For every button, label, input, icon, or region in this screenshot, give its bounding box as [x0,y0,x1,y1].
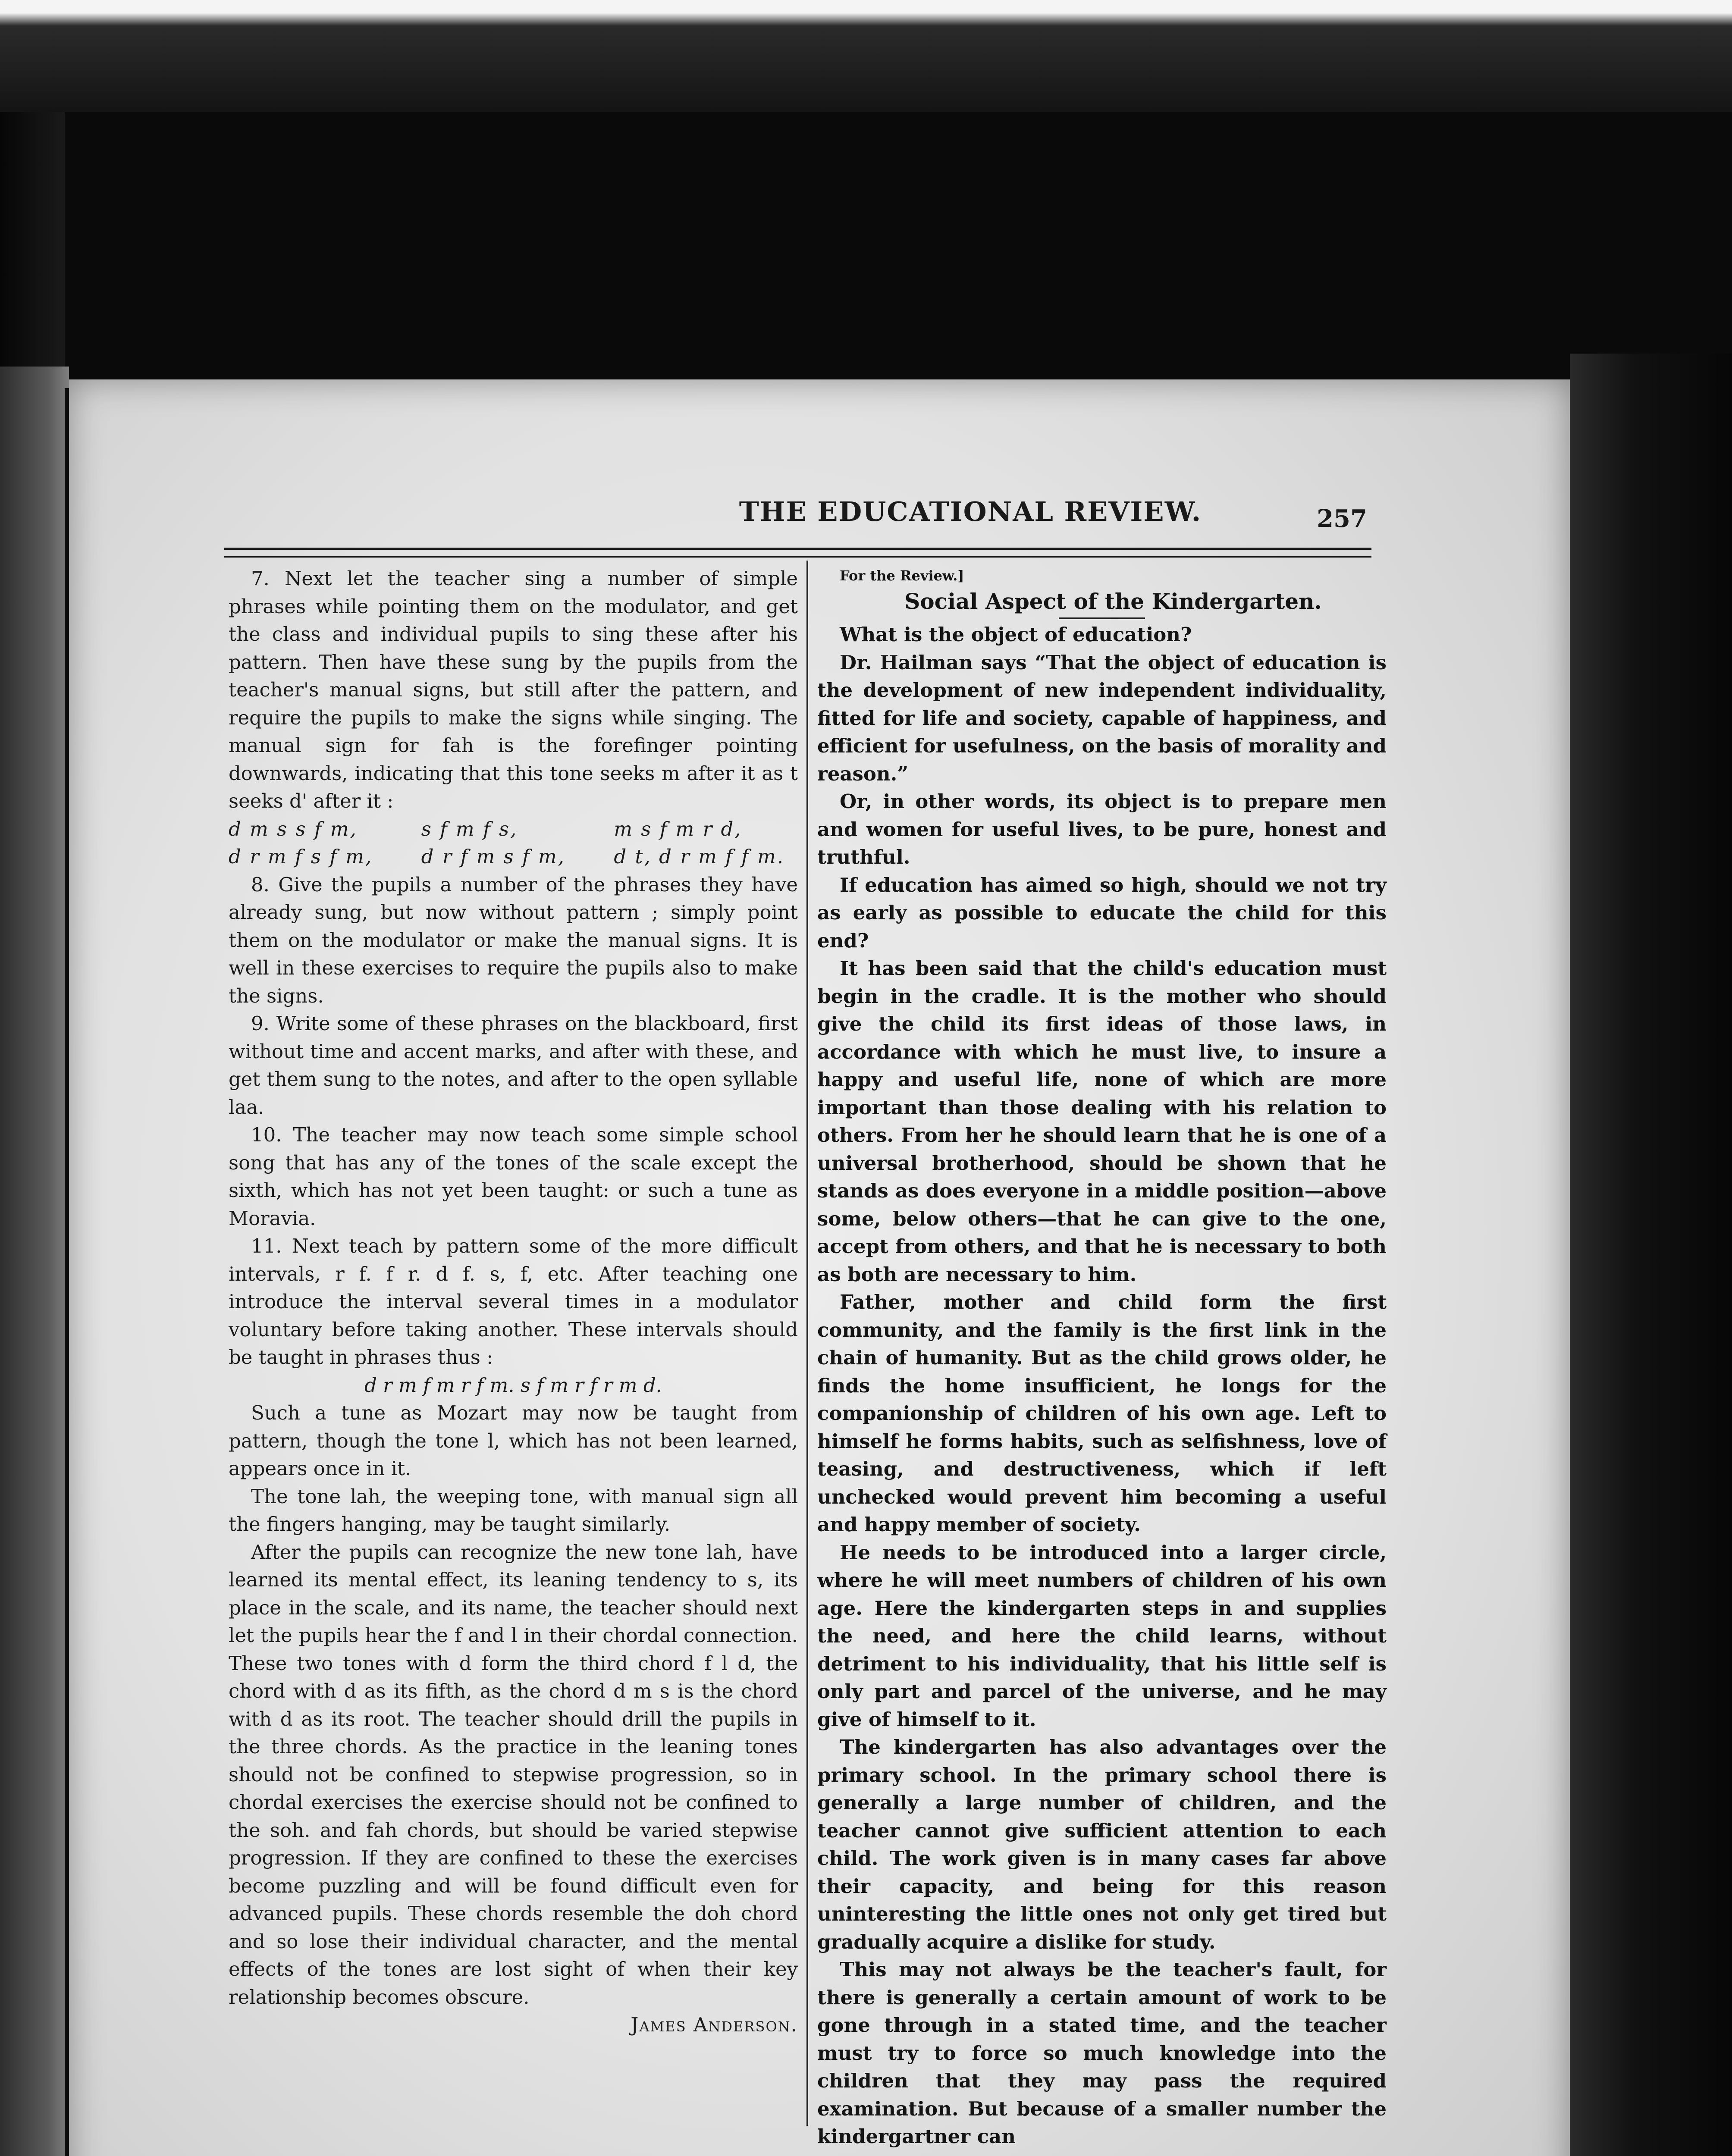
paragraph-circle: He needs to be introduced into a larger circle, where he will meet numbers of children of his own age. Here the kindergarten steps in and supplies the need, and here the child learns, without detriment to his individuality, that his little self is only part and parcel of the universe, and he may give of himself to it. [817,1541,1387,1731]
paragraph-object: Or, in other words, its object is to prepare men and women for useful lives, to be pure, honest and truthful. [817,790,1387,868]
right-column [817,565,1387,2151]
paragraph-chords: After the pupils can recognize the new tone lah, have learned its mental effect, its leaning tendency to s, its place in the scale, and its name, the teacher should next let the pupils hear the f and l in their chordal connection. These two tones with d form the third chord f l d, the chord with d as its fifth, as the chord d m s is the chord with d as its root. The teacher should drill the pupils in the three chords. As the practice in the leaning tones should not be confined to stepwise progression, so in chordal exercises the exercise should not be confined to the soh. and fah chords, but should be varied stepwise progression. If they are confined to these the exercises become puzzling and will be found difficult even for advanced pupils. These chords resemble the doh chord and so lose their individual character, and the mental effects of the tones are lost sight of when their key relationship becomes obscure. [229,1540,798,2009]
phrase: d r m f s f m, [229,845,373,868]
paragraph-lah: The tone lah, the weeping tone, with manual sign all the fingers hanging, may be taught similarly. [229,1485,798,1536]
paragraph-10: 10. The teacher may now teach some simple school song that has any of the tones of the scale except the sixth, which has not yet been taught: or such a tune as Moravia. [229,1123,798,1230]
phrase: m s f m r d, [614,817,742,840]
phrase-examples [229,815,798,871]
left-column [229,565,798,2039]
paragraph-11: 11. Next teach by pattern some of the more difficult intervals, r f. f r. d f. s, f, etc. After teaching one introduce the interval several times in a modulator voluntary before taking another. These intervals should be taught in phrases thus : [229,1235,798,1369]
phrase: d r f m s f m, [421,845,565,868]
paragraph-family: Father, mother and child form the first community, and the family is the first link in the chain of humanity. But as the child grows older, he finds the home insufficient, he longs for the companionship of children of his own age. Left to himself he forms habits, such as selfishness, love of teasing, and destructiveness, which if left unchecked would prevent him becoming a useful and happy member of society. [817,1291,1387,1536]
header-rule-thin [224,556,1371,558]
film-border-top [0,0,1732,112]
paragraph-teacher-fault: This may not always be the teacher's fault, for there is generally a certain amount of work to be gone through in a stated time, and the teacher must try to force so much knowledge into the children that they may pass the required examination. But because of a smaller number the kindergartner can [817,1958,1387,2148]
phrase: d m s s f m, [229,817,358,840]
film-border-right [1570,354,1732,2156]
header-rule [224,548,1371,550]
paragraph-aim: If education has aimed so high, should we not try as early as possible to educate the child for this end? [817,873,1387,952]
page-number: 257 [1317,505,1367,533]
paragraph-9: 9. Write some of these phrases on the blackboard, first without time and accent marks, and after with these, and get them sung to the notes, and after to the open syllable laa. [229,1012,798,1119]
paragraph-hailman: Dr. Hailman says “That the object of education is the development of new independent individuality, fitted for life and society, capable of happiness, and efficient for usefulness, on the basis of morality and reason.” [817,651,1387,785]
source-tag: For the Review.] [840,567,964,584]
paragraph-cradle: It has been said that the child's education must begin in the cradle. It is the mother who should give the child its first ideas of those laws, in accordance with which he must live, to insure a happy and useful life, none of which are more important than those dealing with his relation to others. From her he should learn that he is one of a universal brotherhood, should be shown that he stands as does everyone in a middle position—above some, below others—that he can give to the one, accept from others, and that he is necessary to both as both are necessary to him. [817,957,1387,1286]
question-paragraph: What is the object of education? [840,623,1192,646]
paragraph-7: 7. Next let the teacher sing a number of simple phrases while pointing them on the modulator, and get the class and individual pupils to sing these after his pattern. Then have these sung by the pupils from the teacher's manual signs, but still after the pattern, and require the pupils to make the signs while singing. The manual sign for fah is the forefinger pointing downwards, indicating that this tone seeks m after it as t seeks d' after it : [229,567,798,812]
title-rule [1059,617,1145,619]
author-signature: James Anderson. [631,2013,798,2036]
facing-page-edge [0,367,69,2156]
interval-phrases: d r m f m r f m. s f m r f r m d. [364,1373,662,1397]
paragraph-mozart: Such a tune as Mozart may now be taught from pattern, though the tone l, which has not been learned, appears once in it. [229,1401,798,1480]
column-divider [806,561,808,2126]
running-header: THE EDUCATIONAL REVIEW. [739,496,1202,527]
phrase: s f m f s, [421,817,518,840]
paragraph-8: 8. Give the pupils a number of the phrases they have already sung, but now without pattern ; simply point them on the modulator or make the manual signs. It is well in these exercises to require the pupils also to make the signs. [229,873,798,1007]
phrase: d t, d r m f f m. [614,845,784,868]
paragraph-primary-school: The kindergarten has also advantages over the primary school. In the primary school there is generally a large number of children, and the teacher cannot give sufficient attention to each child. The work given is in many cases far above their capacity, and being for this reason uninteresting the little ones not only get tired but gradually acquire a dislike for study. [817,1736,1387,1953]
article-title: Social Aspect of the Kindergarten. [904,589,1322,614]
